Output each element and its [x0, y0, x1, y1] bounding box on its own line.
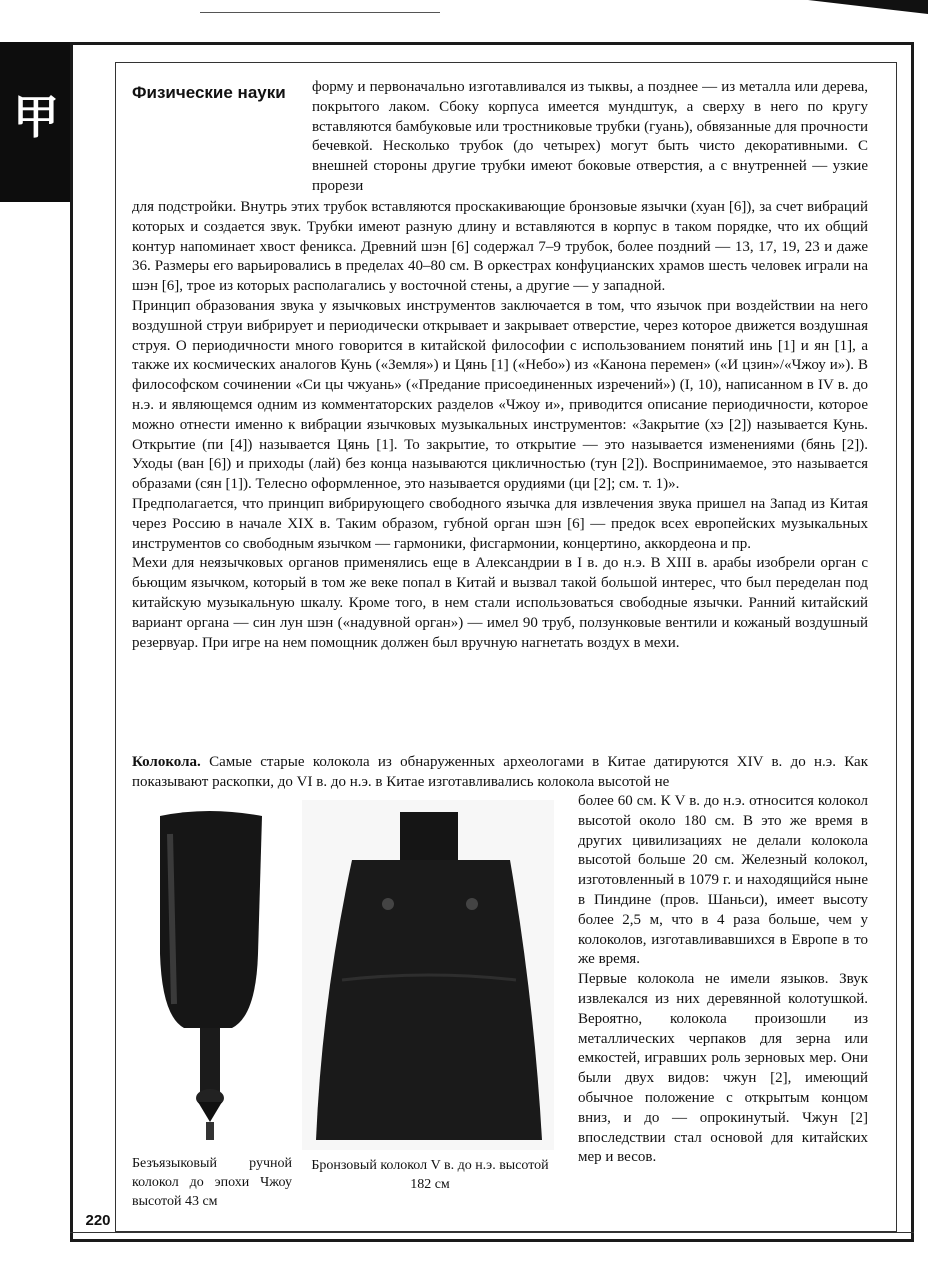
frame-rule — [70, 1232, 914, 1233]
paragraph-6-text: Самые старые колокола из обнаруженных археологами в Китае датируются XIV в. до н.э. Как показывают раскопки, до VI в. до н.э. в Китае изготавливались колокола высотой не — [132, 754, 869, 790]
bells-column — [578, 792, 868, 1168]
bells-term: Колокола. — [132, 754, 201, 770]
bells-intro — [132, 753, 868, 793]
paragraph-6 — [132, 753, 868, 793]
paragraph-text: форму и первоначально изготавливался из тыквы, а позднее — из металла или дерева, покрытого лаком. Сбоку корпуса имеется мундштук, а сверху в него по кругу вставляются бамбуковые или тростниковые трубки (гуань), обвязанные для прочности бечевкой. Несколько трубок (до четырех) могут быть чисто декоративными. С внешней стороны другие трубки имеют боковые отверстия, а с внутренней — узкие прорези — [312, 79, 868, 194]
caption-photo-2: Бронзовый колокол V в. до н.э. высотой 182 см — [311, 1158, 549, 1192]
side-tab — [0, 42, 72, 202]
paragraph-7: более 60 см. К V в. до н.э. относится колокол высотой около 180 см. В это же время в других цивилизациях не делали колокола высотой больше 20 см. Железный колокол, изготовленный в 1079 г. и находящийся ныне в Пиндине (пров. Шаньси), имеет высоту более 2,5 м, что в 4 раза больше, чем у колоколов, изготавливавшихся в Европе в то же время. — [578, 793, 868, 968]
caption-photo-1: Безъязыковый ручной колокол до эпохи Чжоу высотой 43 см — [132, 1156, 292, 1209]
scan-artifact-line — [200, 12, 440, 13]
side-tab-glyph: 甲 — [13, 90, 59, 144]
main-text-column — [132, 198, 868, 653]
page-number: 220 — [85, 1212, 111, 1229]
section-heading: Физические науки — [132, 83, 286, 102]
paragraph-5: Мехи для неязычковых органов применялись еще в Александрии в I в. до н.э. В XIII в. арабы изобрели орган с бьющим язычком, который в том же веке попал в Китай и вызвал такой большой интерес, что был переделан под китайскую музыкальную шкалу. Кроме того, в нем стали использоваться свободные язычки. Ранний китайский вариант органа — син лун шэн («надувной орган») — имел 90 труб, ползунковые вентили и кожаный воздушный резервуар. При игре на нем помощник должен был вручную нагнетать воздух в мехи. — [132, 555, 868, 651]
paragraph-2: для подстройки. Внутрь этих трубок вставляются проскакивающие бронзовые язычки (хуан [6]), за счет вибраций которых и создается звук. Трубки имеют разную длину и вставляются в корпус в таком порядке, что их общий контур напоминает хвост феникса. Древний шэн [6] содержал 7–9 трубок, более поздний — 13, 17, 19, 23 и даже 36. Размеры его варьировались в пределах 40–80 см. В оркестрах конфуцианских храмов шесть человек играли на шэн [6], трое из которых располагались у восточной стены, а другие — у западной. — [132, 199, 868, 295]
paragraph-1 — [312, 78, 868, 197]
paragraph-8: Первые колокола не имели языков. Звук извлекался из них деревянной колотушкой. Вероятно, колокола произошли из металлических черпаков для зерна или емкостей, игравших роль зерновых мер. Они были двух видов: чжун [2], имеющий обычное положение с открытым концом вниз, и до — опрокинутый. Чжун [2] впоследствии стал основой для китайских мер и весов. — [578, 971, 868, 1166]
paragraph-4: Предполагается, что принцип вибрирующего свободного язычка для извлечения звука пришел на Запад из Китая через Россию в начале XIX в. Таким образом, губной орган шэн [6] — предок всех европейских музыкальных инструментов со свободным язычком — гармоники, фисгармонии, концертино, аккордеона и пр. — [132, 495, 868, 552]
scan-corner-mark — [808, 0, 928, 14]
handheld-bell-photo — [148, 804, 270, 1150]
bronze-bell-photo — [302, 800, 554, 1150]
paragraph-3: Принцип образования звука у язычковых инструментов заключается в том, что язычок при воздействии на него воздушной струи вибрирует и периодически открывает и закрывает отверстие, через которое движется воздушная струя. О периодичности много говорится в китайской философии с использованием понятий инь [1] и ян [1], а также их космических аналогов Кунь («Земля») и Цянь [1] («Небо») из «Канона перемен» («И цзин»/«Чжоу и»). В философском сочинении «Си цы чжуань» («Предание присоединенных изречений») (I, 10), написанном в IV в. до н.э. и являющемся одним из комментаторских разделов «Чжоу и», приводится описание периодичности, которое можно отнести именно к вибрации язычковых музыкальных инструментов: «Закрытие (хэ [2]) называется Кунь. Открытие (пи [4]) называется Цянь [1]. То закрытие, то открытие — это называется изменениями (бянь [2]). Уходы (ван [6]) и приходы (лай) без конца называются цикличностью (тун [2]). Воспринимаемое, это называется образами (сян [1]). Телесно оформленное, это называется орудиями (ци [2]; см. т. 1)». — [132, 297, 868, 493]
